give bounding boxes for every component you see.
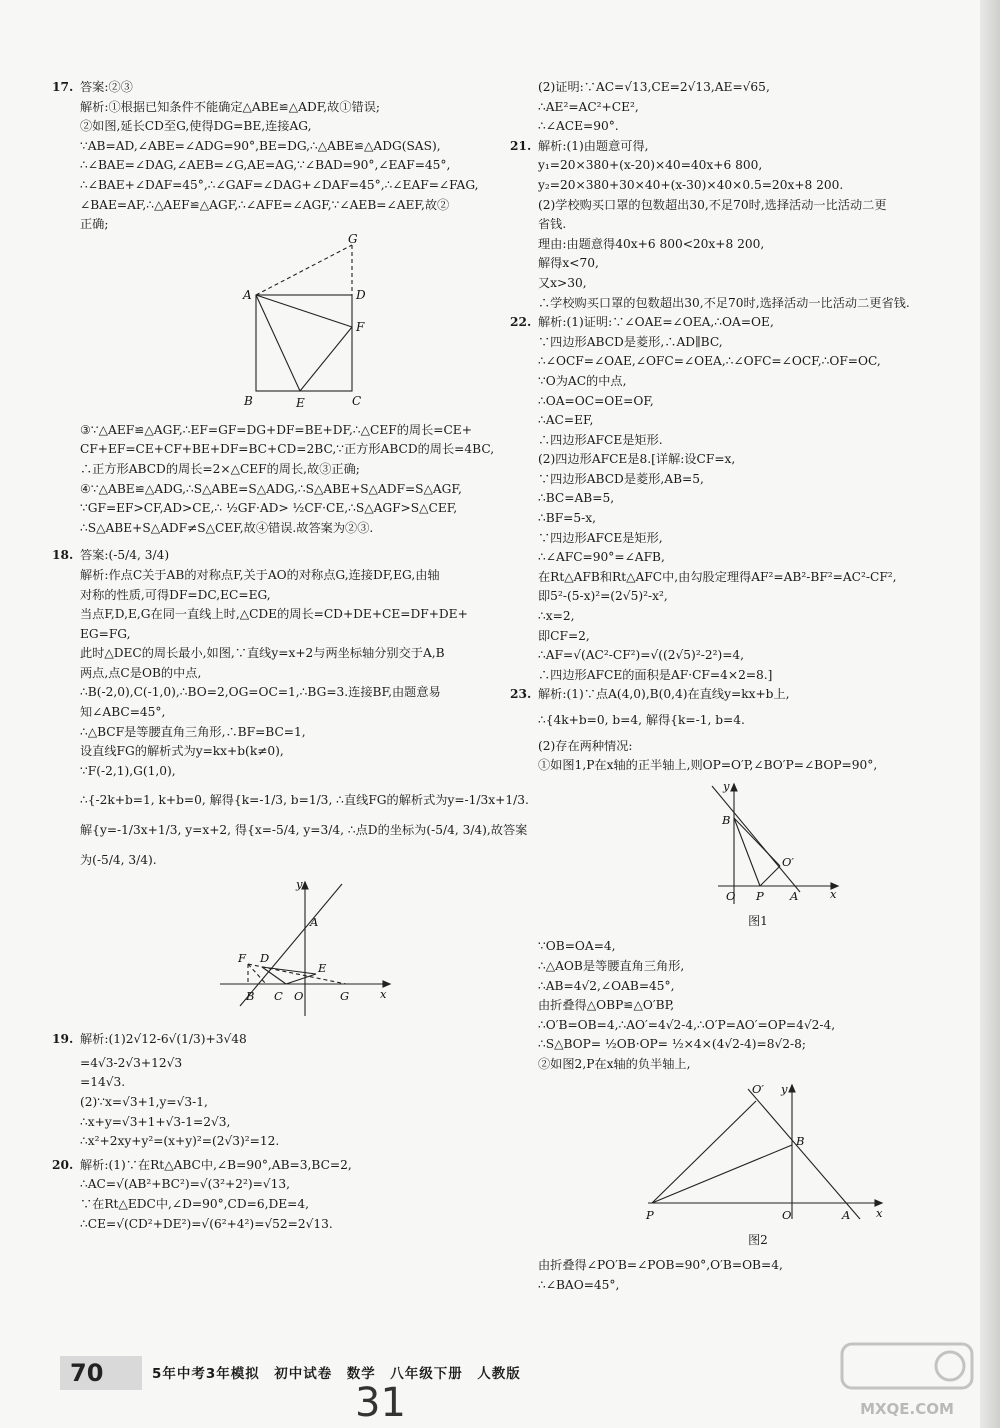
figure-2-caption: 图2 [748,1232,768,1247]
question-number: 17. [52,80,74,94]
label-E: E [318,961,327,976]
question-number: 18. [52,548,74,563]
question-18: 18. 答案:(-5/4, 3/4) 解析:作点C关于AB的对称点F,关于AO的对称点G,连接DF,EG,由轴 对称的性质,可得DF=DC,EC=EG, 当点F,D,E,G在同一直线上时,△CDE的周长=CD+DE+CE=DF+DE+ EG=FG, 此时△DEC的周长最小,如图,∵直线y=x+2与两坐标轴分别交于A,B 两点,点C是OB的中点, ∴B(-2,0),C(-1,0),∴BO=2,OG=OC=1,∴BG=3.连接BF,由题意易 知∠ABC=45°, ∴△BCF是等腰直角三角形,∴BF=BC=1, 设直线FG的解析式为y=kx+b(k≠0), ∵F(-2,1),G(1,0), ∴{-2k+b=1, k+b=0, 解得{k=-1/3, b=1/3, ∴直线FG的解析式为y=-1/3x+1/3. 解{y=-1/3x+1/3, y=x+2, 得{x=-5/4, y=3/4, ∴点D的坐标为(-5/4, 3/4),故答案 为(-5/4, 3/4). y A F D E B C O G x [80,546,512,1024]
label-x: x [380,987,387,1002]
label-G: G [348,231,358,246]
label-P: P [756,888,764,903]
label-x: x [876,1205,883,1220]
label-F: F [356,319,365,334]
question-20: 20. 解析:(1)∵在Rt△ABC中,∠B=90°,AB=3,BC=2, ∴AC=√(AB²+BC²)=√(3²+2²)=√13, ∵在Rt△EDC中,∠D=90°,CD=6,DE=4, ∴CE=√(CD²+DE²)=√(6²+4²)=√52=2√13. [52,1157,352,1231]
label-G: G [340,989,350,1004]
label-B: B [722,812,731,827]
label-A: A [243,287,252,302]
label-B: B [246,989,255,1004]
question-20-part2: (2)证明:∵AC=√13,CE=2√13,AE=√65, ∴AE²=AC²+CE², ∴∠ACE=90°. [538,80,770,134]
label-P: P [646,1207,654,1222]
label-A: A [842,1207,851,1222]
q18-figure [80,874,512,1024]
book-series-title: 5年中考3年模拟 初中试卷 数学 八年级下册 人教版 [152,1366,521,1382]
label-C: C [274,989,283,1004]
label-y: y [723,778,730,793]
label-D: D [260,951,270,966]
label-E: E [296,395,305,410]
left-column [52,78,529,1234]
label-x: x [830,886,837,901]
question-19: 19. 解析:(1)2√12-6√(1/3)+3√48 =4√3-2√3+12√3 =14√3. (2)∵x=√3+1,y=√3-1, ∴x+y=√3+1+√3-1=2√3, ∴x²+2xy+y²=(x+y)²=(2√3)²=12. [52,1032,280,1149]
page-edge-shadow [980,0,1000,1428]
square-figure [80,231,512,417]
label-O-prime: O′ [782,854,795,869]
question-number: 23. [510,687,532,702]
label-A: A [310,915,319,930]
watermark-logo [832,1340,982,1420]
label-B: B [796,1133,805,1148]
label-C: C [352,393,362,408]
question-number: 19. [52,1032,74,1047]
label-O: O [726,888,736,903]
question-21: 21. 解析:(1)由题意可得, y₁=20×380+(x-20)×40=40x+6 800, y₂=20×380+30×40+(x-30)×40×0.5=20x+8 200. (2)学校购买口罩的包数超出30,不足70时,选择活动一比活动二更 省钱. 理由:由题意得40x+6 800<20x+8 200, 解得x<70, 又x>30, ∴学校购买口罩的包数超出30,不足70时,选择活动一比活动二更省钱. [510,138,910,310]
page-number: 70 [60,1356,142,1390]
label-B: B [244,393,253,408]
handwritten-note: 31 [355,1380,406,1426]
label-O: O [294,989,304,1004]
label-D: D [356,287,366,302]
label-y: y [296,877,303,892]
label-A: A [790,888,799,903]
question-23: 23. 解析:(1)∵点A(4,0),B(0,4)在直线y=kx+b上, ∴{4k+b=0, b=4, 解得{k=-1, b=4. (2)存在两种情况: ①如图1,P在x轴的正半轴上,则OP=O′P,∠BO′P=∠BOP=90°, y B O′ O P A x 图1 ∵OB=OA=4, ∴△AOB是等腰直角三角形, ∴AB=4√2,∠OAB=45°, 由折叠得△OBP≌△O′BP, ∴O′B=OB=4,∴AO′=4√2-4,∴O′P=AO′=OP=4√2-4, ∴S△BOP= ½OB·OP= ½×4×(4√2-4)=8√2-8; ②如图2,P在x轴的负半轴上, O′ y B P O A x 图2 由折叠得∠PO′B=∠POB=90°,O′B=OB=4, ∴∠BAO=45°, [538,685,978,1295]
figure-1 [538,780,978,932]
question-17: 17. 答案:②③ 解析:①根据已知条件不能确定△ABE≌△ADF,故①错误; ②如图,延长CD至G,使得DG=BE,连接AG, ∵AB=AD,∠ABE=∠ADG=90°,BE=DG,∴△ABE≌△ADG(SAS), ∴∠BAE=∠DAG,∠AEB=∠G,AE=AG,∵∠BAD=90°,∠EAF=45°, ∴∠BAE+∠DAF=45°,∴∠GAF=∠DAG+∠DAF=45°,∴∠EAF=∠FAG, ∠BAE=AF,∴△AEF≌△AGF,∴∠AFE=∠AGF,∵∠AEB=∠AEF,故② 正确; G A D F B E C ③∵△AEF≌△AGF,∴EF=GF=DG+DF=BE+DF,∴△CEF的周长=CE+ CF+EF=CE+CF+BE+DF=BC+CD=2BC,∵正方形ABCD的周长=4BC, ∴正方形ABCD的周长=2×△CEF的周长,故③正确; ④∵△ABE≌△ADG,∴S△ABE=S△ADG,∴S△ABE+S△ADF=S△AGF, ∵GF=EF>CF,AD>CE,∴ ½GF·AD> ½CF·CE,∴S△AGF>S△CEF, ∴S△ABE+S△ADF≠S△CEF,故④错误.故答案为②③. [80,78,512,538]
label-y: y [781,1081,788,1096]
watermark-text: MXQE.COM [860,1400,954,1418]
label-O: O [782,1207,792,1222]
figure-2 [538,1079,978,1251]
question-number: 22. [510,315,532,330]
question-22: 22. 解析:(1)证明:∵∠OAE=∠OEA,∴OA=OE, ∵四边形ABCD是菱形,∴AD∥BC, ∴∠OCF=∠OAE,∠OFC=∠OEA,∴∠OFC=∠OCF,∴OF=OC, ∵O为AC的中点, ∴OA=OC=OE=OF, ∴AC=EF, ∴四边形AFCE是矩形. (2)四边形AFCE是8.[详解:设CF=x, ∵四边形ABCD是菱形,AB=5, ∴BC=AB=5, ∴BF=5-x, ∵四边形AFCE是矩形, ∴∠AFC=90°=∠AFB, 在Rt△AFB和Rt△AFC中,由勾股定理得AF²=AB²-BF²=AC²-CF², 即5²-(5-x)²=(2√5)²-x², ∴x=2, 即CF=2, ∴AF=√(AC²-CF²)=√((2√5)²-2²)=4, ∴四边形AFCE的面积是AF·CF=4×2=8.] [510,315,897,682]
question-number: 21. [510,138,532,153]
figure-1-caption: 图1 [748,913,768,928]
right-column [510,78,978,1295]
page-footer [60,1356,620,1390]
question-number: 20. [52,1157,74,1172]
label-O-prime: O′ [752,1081,765,1096]
label-F: F [238,951,246,966]
